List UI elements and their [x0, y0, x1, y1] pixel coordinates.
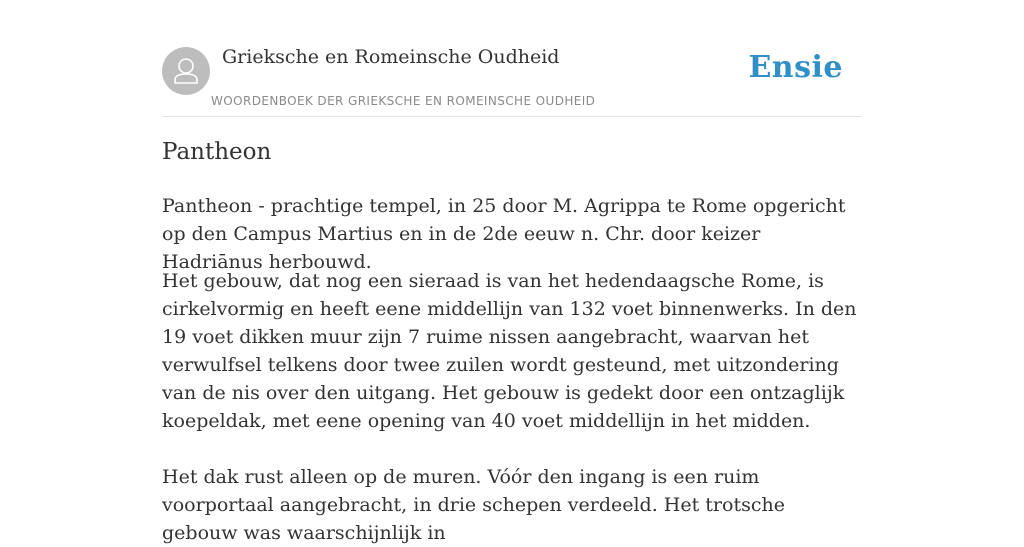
content-container — [162, 0, 862, 544]
article-paragraph: Het dak rust alleen op de muren. Vóór den ingang is een ruim voorportaal aangebracht, in drie schepen verdeeld. Het trotsche gebouw was waarschijnlijk in — [162, 466, 785, 544]
author-name[interactable]: Grieksche en Romeinsche Oudheid — [222, 46, 560, 68]
article-paragraph: Pantheon - prachtige tempel, in 25 door M. Agrippa te Rome opgericht op den Campus Martius en in de 2de eeuw n. Chr. door keizer Hadriānus herbouwd. — [162, 195, 846, 273]
ensie-logo[interactable]: Ensie — [748, 50, 843, 85]
article-paragraph: Het gebouw, dat nog een sieraad is van het hedendaagsche Rome, is cirkelvormig en heeft eene middellijn van 132 voet binnenwerks. In den 19 voet dikken muur zijn 7 ruime nissen aangebracht, waarvan het verwulfsel telkens door twee zuilen wordt gesteund, met uitzondering van de nis over den uitgang. Het gebouw is gedekt door een ontzaglijk koepeldak, met eene opening van 40 voet middellijn in het midden. — [162, 270, 857, 432]
header — [162, 0, 862, 117]
author-avatar[interactable] — [162, 47, 210, 95]
person-icon — [162, 47, 210, 95]
article-title: Pantheon — [162, 139, 272, 165]
source-label[interactable]: WOORDENBOEK DER GRIEKSCHE EN ROMEINSCHE OUDHEID — [211, 94, 596, 108]
